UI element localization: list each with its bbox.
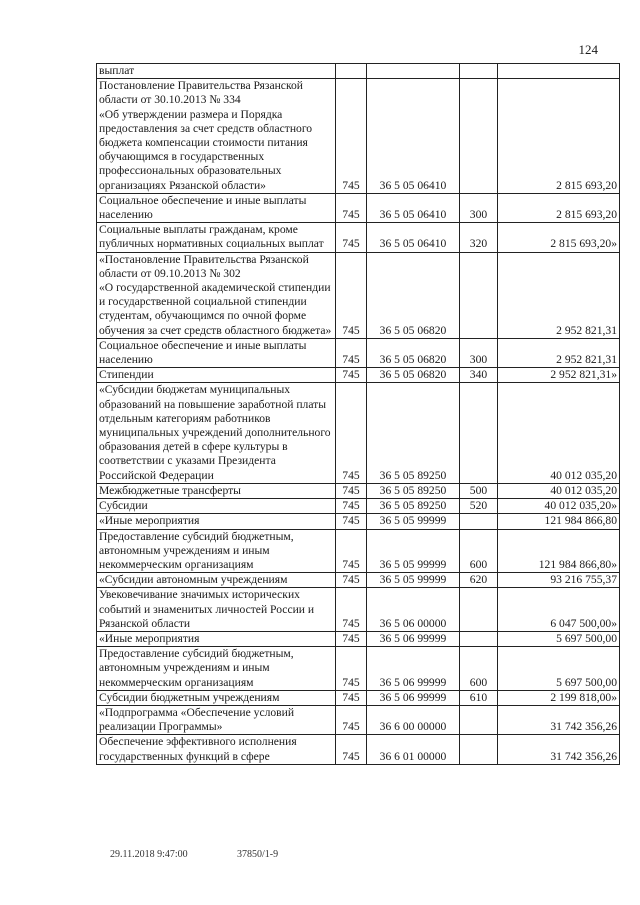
- row-ved-code: 745: [336, 573, 367, 588]
- row-ved-code: 745: [336, 338, 367, 367]
- row-target-code: 36 6 00 00000: [367, 705, 460, 734]
- row-amount: 6 047 500,00»: [498, 588, 620, 632]
- row-ved-code: 745: [336, 647, 367, 691]
- table-row: [97, 631, 620, 646]
- row-name: «Субсидии автономным учреждениям: [97, 573, 336, 588]
- row-ved-code: 745: [336, 79, 367, 194]
- row-name: Стипендии: [97, 368, 336, 383]
- row-expense-type: 520: [460, 499, 498, 514]
- row-ved-code: 745: [336, 631, 367, 646]
- row-target-code: 36 5 06 00000: [367, 588, 460, 632]
- table-row: [97, 647, 620, 691]
- page-number: 124: [578, 42, 598, 57]
- row-name: Межбюджетные трансферты: [97, 483, 336, 498]
- row-name: Субсидии бюджетным учреждениям: [97, 690, 336, 705]
- row-target-code: 36 5 05 06410: [367, 79, 460, 194]
- row-ved-code: 745: [336, 383, 367, 483]
- row-ved-code: 745: [336, 514, 367, 529]
- row-name: «Иные мероприятия: [97, 631, 336, 646]
- row-expense-type: [460, 514, 498, 529]
- table-row: [97, 223, 620, 252]
- row-amount: 2 815 693,20: [498, 193, 620, 222]
- row-target-code: 36 5 05 06820: [367, 252, 460, 338]
- table-row: [97, 573, 620, 588]
- row-expense-type: 300: [460, 193, 498, 222]
- row-amount: 2 815 693,20: [498, 79, 620, 194]
- row-amount: 5 697 500,00: [498, 631, 620, 646]
- row-name: выплат: [97, 64, 336, 79]
- row-expense-type: [460, 64, 498, 79]
- row-target-code: 36 5 06 99999: [367, 690, 460, 705]
- row-ved-code: 745: [336, 529, 367, 573]
- row-target-code: 36 5 05 89250: [367, 499, 460, 514]
- row-target-code: 36 6 01 00000: [367, 735, 460, 764]
- row-name: Социальное обеспечение и иные выплаты населению: [97, 193, 336, 222]
- row-target-code: 36 5 05 06410: [367, 223, 460, 252]
- row-expense-type: [460, 383, 498, 483]
- row-amount: [498, 64, 620, 79]
- row-amount: 40 012 035,20»: [498, 499, 620, 514]
- row-name: «Подпрограмма «Обеспечение условий реализации Программы»: [97, 705, 336, 734]
- budget-table: [96, 63, 620, 765]
- row-target-code: 36 5 05 89250: [367, 383, 460, 483]
- row-name: Социальное обеспечение и иные выплаты населению: [97, 338, 336, 367]
- row-amount: 2 199 818,00»: [498, 690, 620, 705]
- table-row: [97, 193, 620, 222]
- row-ved-code: [336, 64, 367, 79]
- row-ved-code: 745: [336, 223, 367, 252]
- table-row: [97, 735, 620, 764]
- row-target-code: 36 5 05 99999: [367, 529, 460, 573]
- footer-date: 29.11.2018 9:47:00: [110, 849, 188, 860]
- row-amount: 121 984 866,80»: [498, 529, 620, 573]
- row-expense-type: [460, 631, 498, 646]
- row-name: Социальные выплаты гражданам, кроме публичных нормативных социальных выплат: [97, 223, 336, 252]
- table-row: [97, 383, 620, 483]
- row-ved-code: 745: [336, 193, 367, 222]
- table-row: [97, 338, 620, 367]
- row-ved-code: 745: [336, 705, 367, 734]
- row-ved-code: 745: [336, 483, 367, 498]
- row-expense-type: 600: [460, 647, 498, 691]
- table-row: [97, 499, 620, 514]
- row-expense-type: [460, 79, 498, 194]
- row-expense-type: 300: [460, 338, 498, 367]
- table-row: [97, 252, 620, 338]
- row-name: Постановление Правительства Рязанской области от 30.10.2013 № 334 «Об утверждении размера и Порядка предоставления за счет средств областного бюджета компенсации стоимости питания обучающимся в государственных профессиональных образовательных организациях Рязанской области»: [97, 79, 336, 194]
- row-expense-type: 600: [460, 529, 498, 573]
- row-expense-type: 340: [460, 368, 498, 383]
- row-ved-code: 745: [336, 499, 367, 514]
- row-amount: 121 984 866,80: [498, 514, 620, 529]
- row-name: «Субсидии бюджетам муниципальных образований на повышение заработной платы отдельным категориям работников муниципальных учреждений дополнительного образования детей в сфере культуры в соответствии с указами Президента Российской Федерации: [97, 383, 336, 483]
- row-amount: 31 742 356,26: [498, 735, 620, 764]
- row-amount: 5 697 500,00: [498, 647, 620, 691]
- row-amount: 93 216 755,37: [498, 573, 620, 588]
- row-expense-type: [460, 705, 498, 734]
- budget-table-body: [97, 64, 620, 765]
- table-row: [97, 690, 620, 705]
- row-name: Обеспечение эффективного исполнения государственных функций в сфере: [97, 735, 336, 764]
- row-expense-type: 610: [460, 690, 498, 705]
- row-amount: 40 012 035,20: [498, 483, 620, 498]
- row-target-code: 36 5 06 99999: [367, 631, 460, 646]
- row-name: Предоставление субсидий бюджетным, автономным учреждениям и иным некоммерческим организациям: [97, 647, 336, 691]
- row-expense-type: 500: [460, 483, 498, 498]
- table-row: [97, 588, 620, 632]
- row-name: «Иные мероприятия: [97, 514, 336, 529]
- table-row: [97, 64, 620, 79]
- row-target-code: 36 5 05 99999: [367, 573, 460, 588]
- table-row: [97, 705, 620, 734]
- row-amount: 2 952 821,31: [498, 252, 620, 338]
- row-target-code: 36 5 05 06410: [367, 193, 460, 222]
- row-ved-code: 745: [336, 735, 367, 764]
- row-target-code: 36 5 05 99999: [367, 514, 460, 529]
- row-ved-code: 745: [336, 368, 367, 383]
- row-amount: 40 012 035,20: [498, 383, 620, 483]
- row-ved-code: 745: [336, 588, 367, 632]
- row-target-code: 36 5 05 89250: [367, 483, 460, 498]
- row-target-code: 36 5 06 99999: [367, 647, 460, 691]
- table-row: [97, 79, 620, 194]
- row-name: «Постановление Правительства Рязанской области от 09.10.2013 № 302 «О государственной академической стипендии и государственной социальной стипендии студентам, обучающимся по очной форме обучения за счет средств областного бюджета»: [97, 252, 336, 338]
- row-expense-type: [460, 252, 498, 338]
- table-row: [97, 514, 620, 529]
- row-expense-type: 620: [460, 573, 498, 588]
- row-target-code: 36 5 05 06820: [367, 338, 460, 367]
- table-row: [97, 529, 620, 573]
- row-target-code: 36 5 05 06820: [367, 368, 460, 383]
- row-expense-type: 320: [460, 223, 498, 252]
- row-amount: 31 742 356,26: [498, 705, 620, 734]
- row-target-code: [367, 64, 460, 79]
- row-ved-code: 745: [336, 690, 367, 705]
- row-amount: 2 815 693,20»: [498, 223, 620, 252]
- row-expense-type: [460, 735, 498, 764]
- row-expense-type: [460, 588, 498, 632]
- row-amount: 2 952 821,31»: [498, 368, 620, 383]
- footer-code: 37850/1-9: [237, 849, 279, 860]
- table-row: [97, 483, 620, 498]
- row-name: Предоставление субсидий бюджетным, автономным учреждениям и иным некоммерческим организациям: [97, 529, 336, 573]
- row-name: Увековечивание значимых исторических событий и знаменитых личностей России и Рязанской области: [97, 588, 336, 632]
- table-row: [97, 368, 620, 383]
- row-name: Субсидии: [97, 499, 336, 514]
- row-amount: 2 952 821,31: [498, 338, 620, 367]
- row-ved-code: 745: [336, 252, 367, 338]
